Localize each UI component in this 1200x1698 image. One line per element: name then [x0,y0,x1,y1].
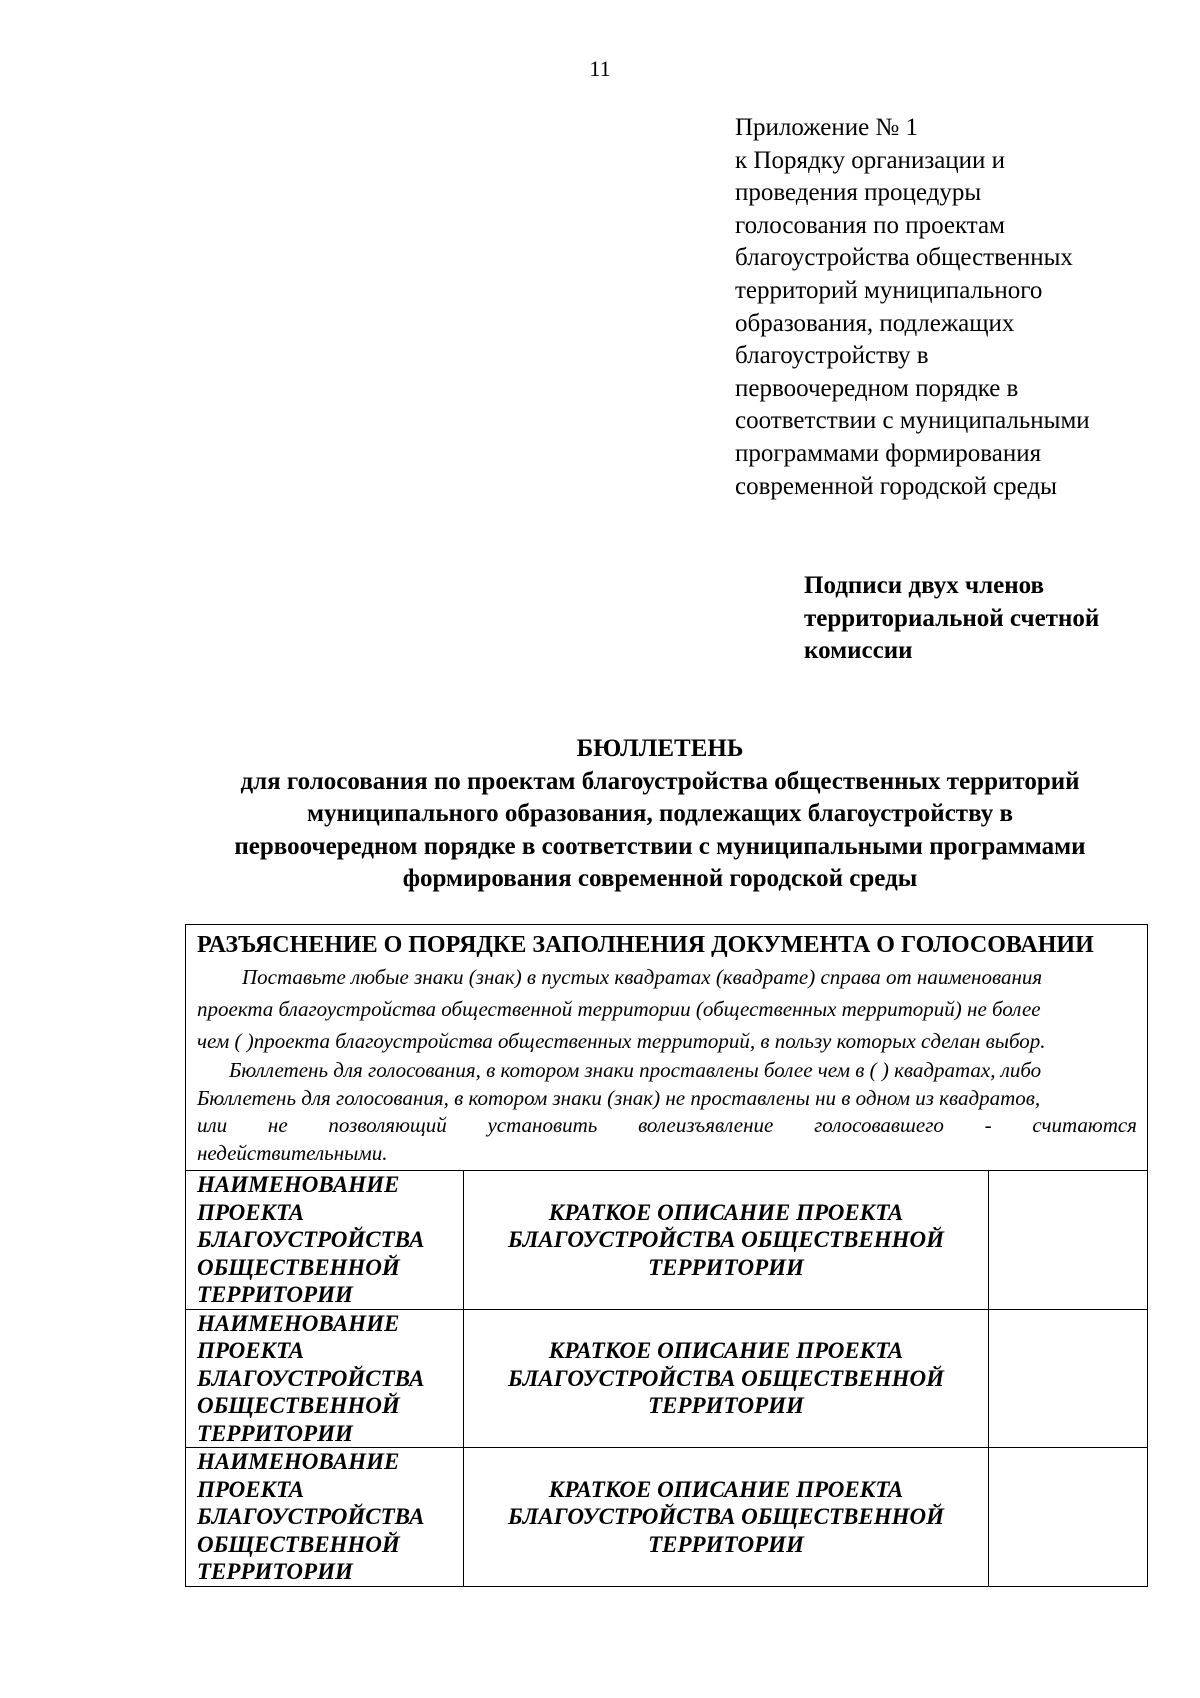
project-name-line: ПРОЕКТА [197,1199,305,1225]
project-name-line: ПРОЕКТА [197,1476,305,1502]
explanation-word: или [197,1113,228,1137]
explanation-word: не [267,1113,288,1137]
signatures-line: территориальной счетной [804,604,1100,632]
vote-checkbox[interactable] [989,1309,1148,1448]
project-name-line: ТЕРРИТОРИИ [197,1282,353,1307]
explanation-line: проекта благоустройства общественной территории (общественных территорий) не более [197,997,1041,1021]
project-description-line: ТЕРРИТОРИИ [648,1531,804,1557]
signatures-line: Подписи двух членов [804,572,1044,599]
appendix-line: территорий муниципального [735,276,1043,304]
project-name-line: ОБЩЕСТВЕННОЙ [197,1254,400,1280]
project-name-line: ОБЩЕСТВЕННОЙ [197,1393,400,1418]
project-description-line: КРАТКОЕ ОПИСАНИЕ ПРОЕКТА [548,1199,904,1225]
appendix-line: современной городской среды [735,472,1057,500]
explanation-word: волеизъявление [638,1113,774,1137]
project-description-line: БЛАГОУСТРОЙСТВА ОБЩЕСТВЕННОЙ [508,1504,944,1529]
ballot-table [186,1170,1147,1586]
project-name-line: НАИМЕНОВАНИЕ [197,1310,400,1336]
page-number: 11 [589,56,611,81]
ballot-subtitle-line: для голосования по проектам благоустройства общественных территорий [240,767,1080,795]
project-name-line: ОБЩЕСТВЕННОЙ [197,1531,400,1557]
project-description-line: ТЕРРИТОРИИ [648,1254,804,1280]
explanation-word: позволяющий [328,1113,447,1137]
appendix-line: благоустройства общественных [735,244,1073,272]
appendix-line: соответствии с муниципальными [735,407,1090,435]
signatures-note [804,570,1184,668]
explanation-line: чем ( )проекта благоустройства общественных территорий, в пользу которых сделан выбор. [197,1029,1046,1053]
signatures-line: комиссии [804,637,913,664]
project-description-cell [464,1171,989,1310]
project-description-line: БЛАГОУСТРОЙСТВА ОБЩЕСТВЕННОЙ [508,1227,944,1252]
explanation-word: установить [487,1113,598,1137]
explanation-word: считаются [1032,1113,1137,1137]
appendix-line: первоочередном порядке в [735,374,1019,402]
project-name-line: НАИМЕНОВАНИЕ [197,1449,400,1474]
appendix-line: к Порядку организации и [735,146,1006,174]
appendix-line: проведения процедуры [735,179,982,207]
project-description-cell [464,1448,989,1586]
appendix-line: программами формирования [735,439,1042,467]
appendix-line: Приложение № 1 [735,114,919,141]
table-row [186,1171,1147,1310]
appendix-line: благоустройству в [735,342,929,370]
project-description-line: ТЕРРИТОРИИ [648,1393,804,1418]
project-name-line: БЛАГОУСТРОЙСТВА [197,1504,425,1529]
ballot-title [130,733,1190,896]
project-name-line: БЛАГОУСТРОЙСТВА [197,1227,425,1252]
project-description-cell [464,1309,989,1448]
explanation-line: Бюллетень для голосования, в котором знаки проставлены более чем в ( ) квадратах, либо [229,1058,1042,1082]
ballot-subtitle-line: муниципального образования, подлежащих благоустройству в [307,800,1013,827]
project-name-line: ПРОЕКТА [197,1338,305,1363]
project-name-line: ТЕРРИТОРИИ [197,1559,353,1584]
appendix-line: образования, подлежащих [735,309,1015,337]
explanation-word: - [984,1113,992,1137]
ballot-subtitle-line: первоочередном порядке в соответствии с муниципальными программами [234,832,1086,860]
project-name-line: БЛАГОУСТРОЙСТВА [197,1365,425,1391]
explanation-line-justified [197,1112,1137,1140]
project-name-cell [186,1171,464,1310]
ballot-form [185,924,1148,1587]
vote-checkbox[interactable] [989,1171,1148,1310]
explanation-line: Поставьте любые знаки (знак) в пустых квадратах (квадрате) справа от наименования [242,965,1043,989]
project-description-line: КРАТКОЕ ОПИСАНИЕ ПРОЕКТА [548,1338,904,1363]
project-description-line: БЛАГОУСТРОЙСТВА ОБЩЕСТВЕННОЙ [508,1365,944,1391]
project-name-cell [186,1309,464,1448]
table-row [186,1309,1147,1448]
explanation-line: Бюллетень для голосования, в котором знаки (знак) не проставлены ни в одном из квадратов, [197,1085,1041,1110]
vote-checkbox[interactable] [989,1448,1148,1586]
table-row [186,1448,1147,1586]
project-name-cell [186,1448,464,1586]
appendix-line: голосования по проектам [735,211,1005,239]
ballot-subtitle-line: формирования современной городской среды [402,865,918,892]
appendix-reference [735,112,1175,503]
explanation-word: голосовавшего [814,1113,944,1137]
explanation-section [186,925,1147,1170]
explanation-line: недействительными. [197,1140,388,1165]
project-name-line: ТЕРРИТОРИИ [197,1420,353,1446]
ballot-heading: БЮЛЛЕТЕНЬ [576,735,744,762]
explanation-heading: РАЗЪЯСНЕНИЕ О ПОРЯДКЕ ЗАПОЛНЕНИЯ ДОКУМЕНТА О ГОЛОСОВАНИИ [197,932,1094,958]
project-description-line: КРАТКОЕ ОПИСАНИЕ ПРОЕКТА [548,1476,904,1502]
project-name-line: НАИМЕНОВАНИЕ [197,1172,400,1197]
